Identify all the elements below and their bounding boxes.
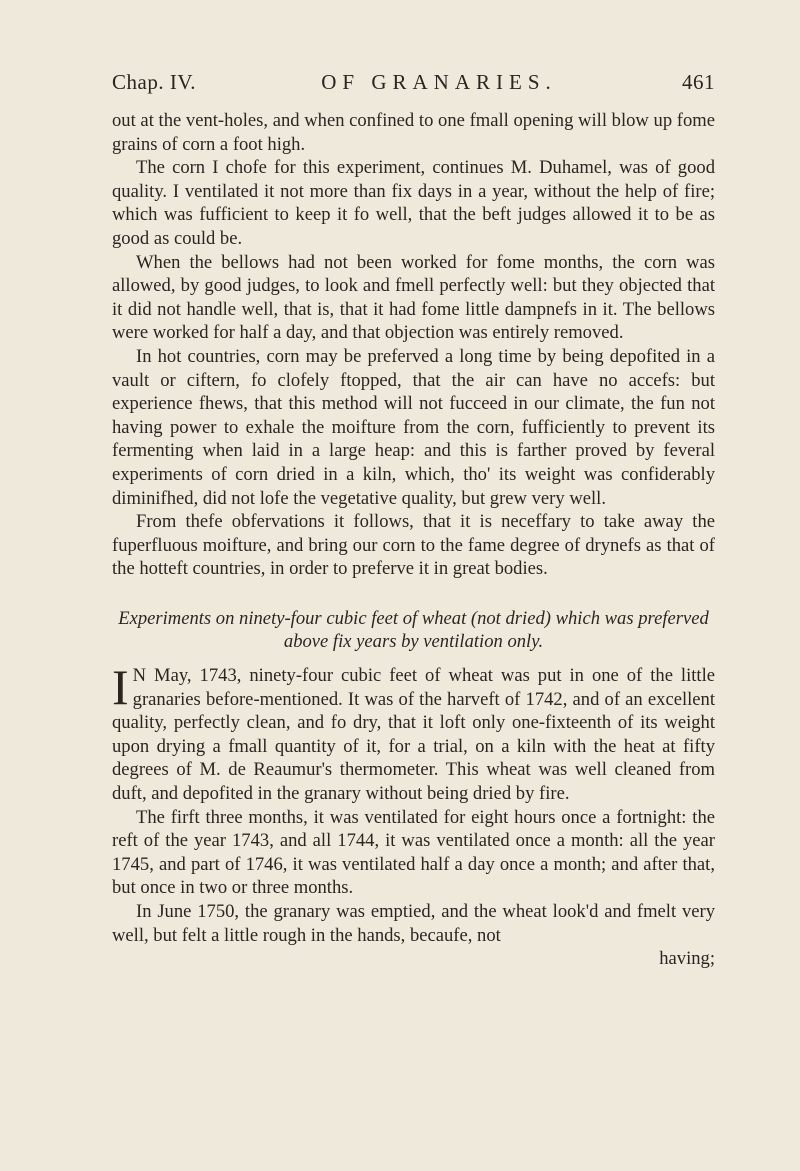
paragraph-with-dropcap (112, 659, 715, 806)
dropcap-paragraph-text: N May, 1743, ninety-four cubic feet of wheat was put in one of the little granaries before-mentioned. It was of the harveft of 1742, and of an excellent quality, perfectly clean, and fo dry, that it loft only one-fixteenth of its weight upon drying a fmall quantity of it, for a trial, on a kiln with the heat at fifty degrees of M. de Reaumur's thermometer. This wheat was well cleaned from duft, and depofited in the granary without being dried by fire. (112, 665, 715, 805)
paragraph: The corn I chofe for this experiment, continues M. Duhamel, was of good quality. I ventilated it not more than fix days in a year, without the help of fire; which was fufficient to keep it fo well, that the beft judges allowed it to be as good as could be. (112, 157, 715, 249)
paragraph: When the bellows had not been worked for fome months, the corn was allowed, by good judges, to look and fmell perfectly well: but they objected that it did not handle well, that is, that it had fome little dampnefs in it. The bellows were worked for half a day, and that objection was entirely removed. (112, 251, 715, 344)
catchword: having; (659, 948, 715, 970)
running-header (112, 70, 715, 95)
running-title: OF GRANARIES. (321, 70, 557, 94)
drop-cap: I (112, 659, 129, 716)
paragraph: out at the vent-holes, and when confined to one fmall opening will blow up fome grains of corn a foot high. (112, 110, 715, 155)
chapter-label: Chap. IV. (112, 70, 197, 94)
section-heading: Experiments on ninety-four cubic feet of wheat (not dried) which was preferved above fix years by ventilation only. (118, 607, 709, 653)
paragraph: From thefe obfervations it follows, that it is neceffary to take away the fuperfluous moifture, and bring our corn to the fame degree of drynefs as that of the hotteft countries, in order to preferve it in great bodies. (112, 511, 715, 580)
paragraph: In hot countries, corn may be preferved a long time by being depofited in a vault or ciftern, fo clofely ftopped, that the air can have no accefs: but experience fhews, that this method will not fucceed in our climate, the fun not having power to exhale the moifture from the corn, fufficiently to prevent its fermenting when laid in a large heap: and this is farther proved by feveral experiments of corn dried in a kiln, which, tho' its weight was confiderably diminifhed, did not lofe the vegetative quality, but grew very well. (112, 345, 715, 509)
paragraph: In June 1750, the granary was emptied, and the wheat look'd and fmelt very well, but felt a little rough in the hands, becaufe, not (112, 901, 715, 946)
page-number: 461 (682, 70, 715, 94)
paragraph: The firft three months, it was ventilated for eight hours once a fortnight: the reft of the year 1743, and all 1744, it was ventilated once a month: all the year 1745, and part of 1746, it was ventilated half a day once a month; and after that, but once in two or three months. (112, 806, 715, 899)
